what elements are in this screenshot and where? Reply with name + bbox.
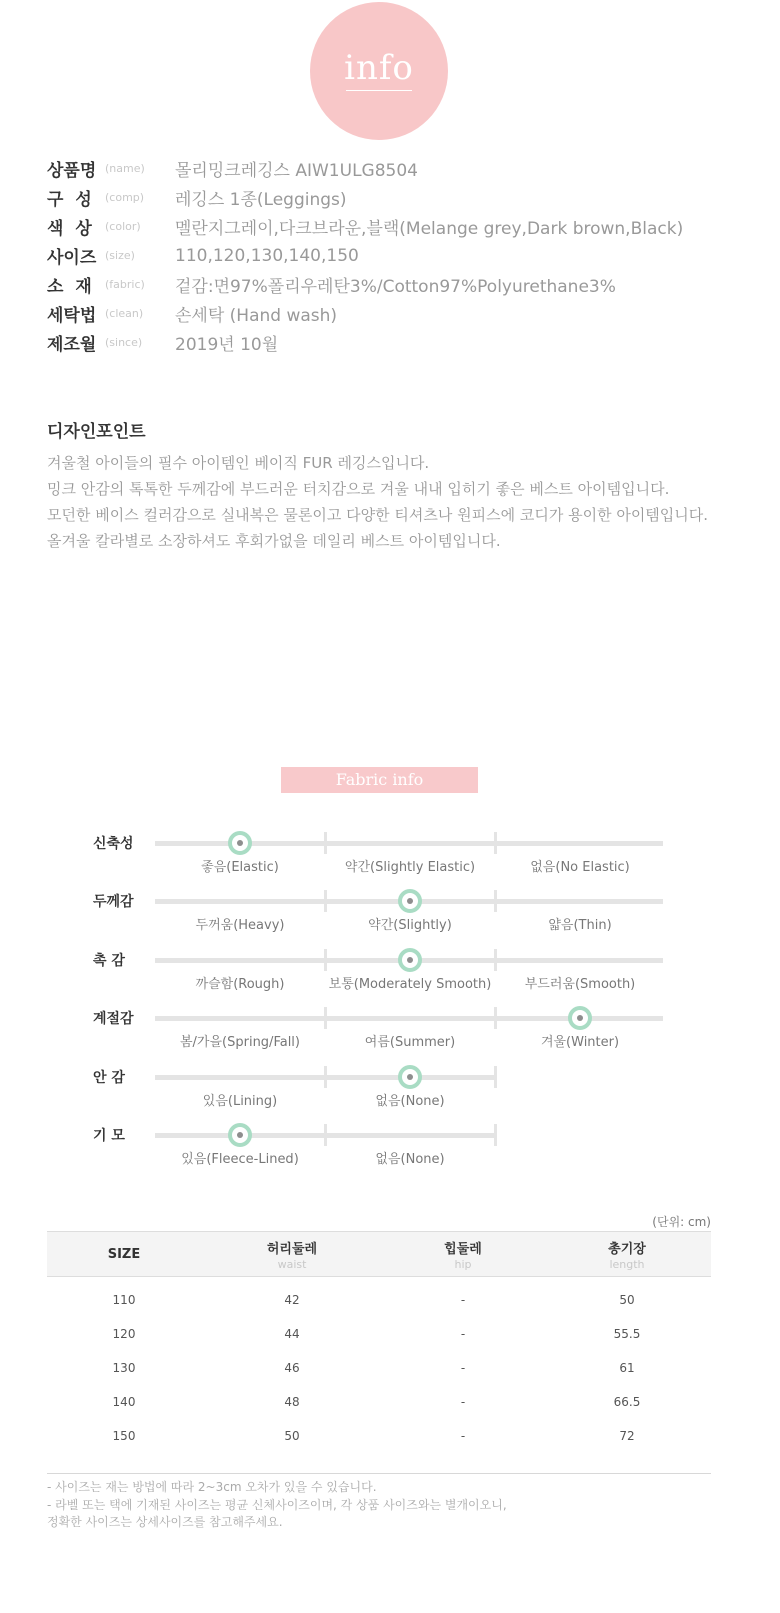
fabric-scale-tick	[494, 1066, 497, 1088]
cell-hip: -	[460, 1394, 466, 1409]
header-sublabel: length	[609, 1257, 645, 1271]
cell-waist: 46	[284, 1360, 300, 1375]
fabric-scale-row	[93, 894, 693, 949]
info-badge	[310, 2, 448, 140]
cell-hip: -	[460, 1292, 466, 1307]
cell-hip: -	[460, 1428, 466, 1443]
header-size	[47, 1232, 201, 1277]
fabric-scale-option: 까슬함(Rough)	[195, 976, 285, 992]
fabric-scale-row	[93, 836, 693, 891]
fabric-scale-option: 여름(Summer)	[364, 1035, 456, 1051]
spec-label: 세탁법	[47, 306, 97, 326]
spec-row-name	[47, 154, 747, 183]
fabric-scale-label: 계절감	[93, 1011, 134, 1028]
fabric-scale-tick	[494, 832, 497, 854]
spec-row-size	[47, 241, 747, 270]
fabric-scale-marker	[228, 1123, 252, 1147]
fabric-scale-marker	[398, 1065, 422, 1089]
fabric-scale-row	[93, 1069, 693, 1125]
fabric-scale-option: 얇음(Thin)	[548, 918, 612, 934]
header-sublabel: waist	[277, 1257, 307, 1271]
cell-length: 72	[619, 1428, 635, 1443]
spec-label: 소재	[47, 277, 104, 297]
cell-length: 66.5	[613, 1394, 641, 1409]
spec-value: 레깅스 1종(Leggings)	[175, 190, 347, 210]
spec-sublabel: (comp)	[105, 191, 145, 204]
header-waist	[201, 1232, 383, 1277]
fabric-scale-option: 약간(Slightly Elastic)	[344, 860, 476, 875]
fabric-scale-tick	[324, 1124, 327, 1146]
fabric-scale-option: 부드러움(Smooth)	[524, 976, 636, 992]
header-length	[543, 1232, 711, 1277]
table-row	[47, 1385, 711, 1419]
spec-label: 사이즈	[47, 248, 97, 268]
fabric-scale-option: 겨울(Winter)	[540, 1035, 620, 1051]
spec-row-comp	[47, 183, 747, 212]
fabric-scale-label: 안 감	[93, 1069, 125, 1086]
fabric-scale-row	[93, 1128, 693, 1183]
design-point-line: 겨울철 아이들의 필수 아이템인 베이직 FUR 레깅스입니다.	[47, 454, 430, 472]
fabric-scale-option: 없음(None)	[375, 1093, 445, 1109]
cell-waist: 48	[284, 1394, 300, 1409]
size-unit: (단위: cm)	[652, 1215, 711, 1229]
spec-sublabel: (clean)	[105, 307, 144, 320]
header-sublabel: hip	[454, 1257, 472, 1271]
fabric-scale-label: 촉 감	[93, 952, 125, 969]
fabric-scale-marker	[398, 889, 422, 913]
fabric-scale-option: 좋음(Elastic)	[201, 860, 279, 875]
cell-size: 140	[112, 1394, 136, 1409]
fabric-scale-tick	[494, 1124, 497, 1146]
spec-sublabel: (color)	[105, 220, 141, 233]
fabric-scale-row	[93, 1011, 693, 1066]
note-line: 정확한 사이즈는 상세사이즈를 참고해주세요.	[47, 1515, 283, 1529]
design-point-title: 디자인포인트	[47, 422, 146, 442]
fabric-scale-tick	[494, 949, 497, 971]
cell-hip: -	[460, 1360, 466, 1375]
spec-sublabel: (name)	[105, 162, 145, 175]
spec-sublabel: (since)	[105, 336, 143, 349]
header-label: SIZE	[107, 1246, 141, 1262]
fabric-scale-tick	[324, 949, 327, 971]
size-notes	[47, 1479, 507, 1532]
cell-length: 55.5	[613, 1326, 641, 1341]
fabric-scale-tick	[494, 890, 497, 912]
fabric-scale-tick	[324, 1007, 327, 1029]
fabric-scale-label: 신축성	[93, 836, 134, 852]
product-spec-list	[47, 154, 747, 357]
cell-size: 130	[112, 1360, 136, 1375]
design-point-line: 모던한 베이스 컬러감으로 실내복은 물론이고 다양한 티셔츠나 원피스에 코디가 용이한 아이템입니다.	[47, 506, 709, 524]
fabric-scale-tick	[494, 1007, 497, 1029]
spec-sublabel: (size)	[105, 249, 135, 262]
table-row	[47, 1317, 711, 1351]
fabric-scale-tick	[324, 832, 327, 854]
table-row	[47, 1277, 711, 1317]
fabric-info-banner: Fabric info	[281, 767, 478, 793]
spec-row-fabric	[47, 270, 747, 299]
fabric-scale-option: 두꺼움(Heavy)	[195, 918, 285, 934]
fabric-scale-marker	[398, 948, 422, 972]
info-underline	[346, 90, 412, 91]
fabric-scale-option: 봄/가을(Spring/Fall)	[179, 1035, 300, 1051]
fabric-scale-option: 없음(No Elastic)	[530, 860, 630, 875]
cell-size: 150	[112, 1428, 136, 1443]
fabric-scale-label: 기 모	[93, 1128, 125, 1144]
spec-value: 110,120,130,140,150	[175, 245, 359, 266]
fabric-scale-option: 없음(None)	[375, 1152, 445, 1167]
spec-label: 상품명	[47, 161, 97, 181]
spec-sublabel: (fabric)	[105, 278, 145, 291]
table-row	[47, 1419, 711, 1453]
fabric-scale-row	[93, 952, 693, 1008]
cell-waist: 44	[284, 1326, 300, 1341]
spec-row-color	[47, 212, 747, 241]
info-title: info	[344, 48, 414, 88]
spec-value: 몰리밍크레깅스 AIW1ULG8504	[175, 161, 418, 181]
size-table-header	[47, 1232, 711, 1277]
fabric-scale-marker	[568, 1006, 592, 1030]
fabric-scale-option: 있음(Fleece-Lined)	[181, 1152, 299, 1167]
cell-hip: -	[460, 1326, 466, 1341]
note-line: - 사이즈는 재는 방법에 따라 2~3cm 오차가 있을 수 있습니다.	[47, 1480, 377, 1494]
header-label: 총기장	[608, 1241, 646, 1257]
fabric-scale-tick	[324, 890, 327, 912]
cell-waist: 42	[284, 1292, 300, 1307]
spec-label: 색상	[47, 219, 104, 239]
spec-label: 구성	[47, 190, 104, 210]
fabric-scale-tick	[324, 1066, 327, 1088]
fabric-scale-option: 약간(Slightly)	[368, 918, 452, 934]
cell-length: 61	[619, 1360, 635, 1375]
spec-label: 제조월	[47, 335, 97, 355]
design-point-line: 올겨울 칼라별로 소장하셔도 후회가없을 데일리 베스트 아이템입니다.	[47, 532, 501, 550]
cell-size: 120	[112, 1326, 136, 1341]
cell-size: 110	[112, 1292, 136, 1307]
fabric-scale-label: 두께감	[93, 894, 134, 911]
size-table	[47, 1231, 711, 1453]
spec-row-since	[47, 328, 747, 357]
notes-divider	[47, 1473, 711, 1474]
spec-value: 2019년 10월	[175, 335, 279, 355]
header-label: 허리둘레	[266, 1241, 318, 1257]
header-label: 힙둘레	[444, 1241, 482, 1257]
spec-value: 손세탁 (Hand wash)	[175, 306, 338, 326]
cell-length: 50	[619, 1292, 635, 1307]
design-point-section	[47, 417, 767, 554]
fabric-scale-option: 있음(Lining)	[202, 1093, 278, 1109]
header-hip	[383, 1232, 543, 1277]
note-line: - 라벨 또는 택에 기재된 사이즈는 평균 신체사이즈이며, 각 상품 사이즈와는 별개이오니,	[47, 1497, 507, 1512]
fabric-scale-marker	[228, 831, 252, 855]
fabric-scale-option: 보통(Moderately Smooth)	[328, 976, 492, 992]
table-row	[47, 1351, 711, 1385]
spec-value: 멜란지그레이,다크브라운,블랙(Melange grey,Dark brown,Black)	[175, 219, 684, 239]
spec-value: 겉감:면97%폴리우레탄3%/Cotton97%Polyurethane3%	[175, 277, 616, 297]
cell-waist: 50	[284, 1428, 300, 1443]
design-point-line: 밍크 안감의 톡톡한 두께감에 부드러운 터치감으로 겨울 내내 입히기 좋은 베스트 아이템입니다.	[47, 480, 670, 498]
spec-row-clean	[47, 299, 747, 328]
